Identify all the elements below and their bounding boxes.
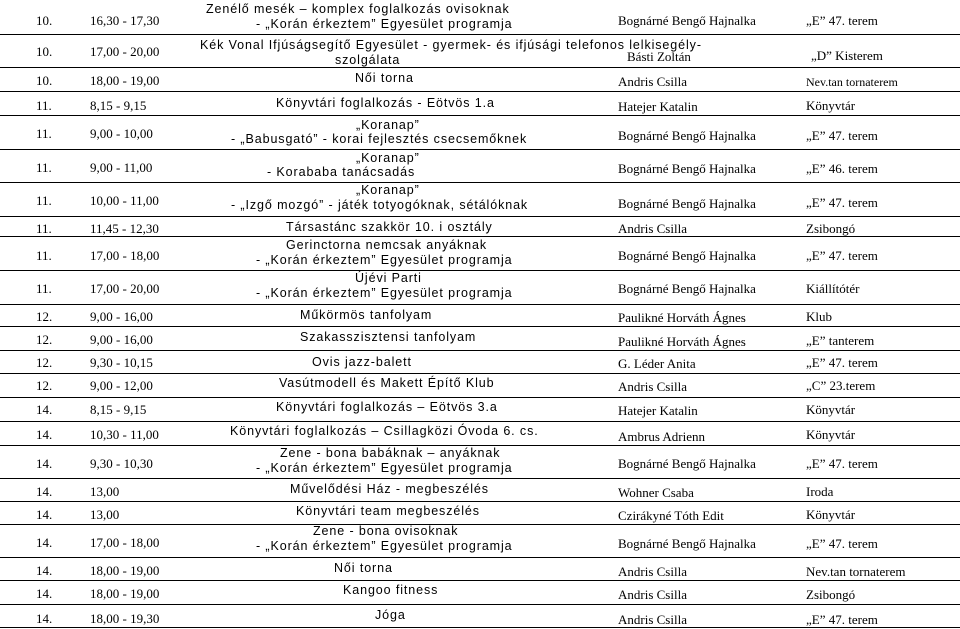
row-location: „E” 47. terem (806, 456, 878, 471)
row-day: 11. (36, 126, 52, 141)
row-program-line: - Korababa tanácsadás (267, 165, 416, 179)
row-time: 17,00 - 20,00 (90, 281, 160, 296)
row-day: 12. (36, 355, 53, 370)
table-row (0, 271, 960, 305)
row-leader: Bognárné Bengő Hajnalka (618, 248, 756, 263)
row-leader: Bognárné Bengő Hajnalka (618, 536, 756, 551)
table-row (0, 327, 960, 351)
row-leader: Bognárné Bengő Hajnalka (618, 161, 756, 176)
row-day: 10. (36, 44, 53, 59)
row-time: 9,00 - 10,00 (90, 126, 153, 141)
row-location: Nev.tan tornaterem (806, 75, 898, 89)
row-time: 18,00 - 19,00 (90, 563, 160, 578)
row-location: „E” 47. terem (806, 355, 878, 370)
table-row (0, 68, 960, 92)
row-day: 12. (36, 378, 53, 393)
row-program-line: Kék Vonal Ifjúságsegítő Egyesület - gyermek- és ifjúsági telefonos lelkisegély- (200, 38, 702, 52)
row-leader: Andris Csilla (618, 221, 687, 236)
row-location: „E” 46. terem (806, 161, 878, 176)
row-program-line: Könyvtári foglalkozás – Eötvös 3.a (276, 400, 498, 414)
row-location: „E” tanterem (806, 333, 875, 348)
row-program-line: Női torna (355, 71, 414, 85)
row-program-line: Művelődési Ház - megbeszélés (290, 482, 489, 496)
row-location: Nev.tan tornaterem (806, 564, 906, 579)
table-row (0, 374, 960, 398)
row-day: 14. (36, 456, 53, 471)
row-leader: Paulikné Horváth Ágnes (618, 334, 746, 349)
row-program-line: - „Korán érkeztem” Egyesület programja (256, 539, 513, 553)
row-time: 13,00 (90, 484, 120, 499)
row-leader: Czirákyné Tóth Edit (618, 508, 724, 523)
table-row (0, 217, 960, 237)
row-leader: G. Léder Anita (618, 356, 696, 371)
row-leader: Hatejer Katalin (618, 403, 698, 418)
row-program-line: szolgálata (335, 53, 401, 67)
row-location: „E” 47. terem (806, 612, 878, 627)
row-time: 9,00 - 11,00 (90, 160, 153, 175)
row-leader: Andris Csilla (618, 612, 687, 627)
row-leader: Andris Csilla (618, 587, 687, 602)
table-row (0, 605, 960, 628)
row-program-line: Szakasszisztensi tanfolyam (300, 330, 477, 344)
row-location: Klub (806, 309, 832, 324)
table-row (0, 398, 960, 422)
row-program-line: „Koranap” (356, 151, 420, 165)
row-program-line: Könyvtári foglalkozás - Eötvös 1.a (276, 96, 495, 110)
row-time: 13,00 (90, 507, 120, 522)
row-program-line: „Koranap” (356, 183, 420, 197)
row-time: 18,00 - 19,00 (90, 73, 160, 88)
row-leader: Andris Csilla (618, 74, 687, 89)
row-time: 17,00 - 20,00 (90, 44, 160, 59)
row-time: 8,15 - 9,15 (90, 98, 147, 113)
row-day: 14. (36, 427, 53, 442)
row-location: „E” 47. terem (806, 248, 878, 263)
row-program-line: - „Izgő mozgó” - játék totyogóknak, sétálóknak (231, 198, 529, 212)
row-program-line: Ovis jazz-balett (312, 355, 412, 369)
row-program-line: - „Korán érkeztem” Egyesület programja (256, 461, 513, 475)
row-program-line: Női torna (334, 561, 393, 575)
row-day: 14. (36, 535, 53, 550)
row-program-line: - „Babusgató” - korai fejlesztés csecsemőknek (231, 132, 528, 146)
row-day: 14. (36, 563, 53, 578)
table-row (0, 479, 960, 502)
row-location: Zsibongó (806, 587, 856, 602)
row-location: Könyvtár (806, 98, 856, 113)
row-location: Kiállítótér (806, 281, 860, 296)
row-divider (0, 627, 960, 628)
table-row (0, 237, 960, 271)
table-row (0, 150, 960, 183)
row-program-line: Kangoo fitness (343, 583, 439, 597)
table-row (0, 305, 960, 327)
row-program-line: - „Korán érkeztem” Egyesület programja (256, 253, 513, 267)
row-program-line: Jóga (375, 608, 406, 622)
row-leader: Básti Zoltán (627, 49, 691, 64)
row-time: 9,00 - 16,00 (90, 309, 153, 324)
row-time: 9,30 - 10,15 (90, 355, 153, 370)
row-leader: Hatejer Katalin (618, 99, 698, 114)
row-day: 11. (36, 193, 52, 208)
row-location: Könyvtár (806, 402, 856, 417)
row-time: 9,30 - 10,30 (90, 456, 153, 471)
row-time: 11,45 - 12,30 (90, 221, 159, 236)
table-row (0, 446, 960, 479)
row-leader: Paulikné Horváth Ágnes (618, 310, 746, 325)
row-day: 11. (36, 98, 52, 113)
row-program-line: Műkörmös tanfolyam (300, 308, 433, 322)
row-time: 10,30 - 11,00 (90, 427, 159, 442)
row-program-line: - „Korán érkeztem” Egyesület programja (256, 17, 513, 31)
row-leader: Bognárné Bengő Hajnalka (618, 281, 756, 296)
row-day: 10. (36, 13, 53, 28)
row-day: 14. (36, 507, 53, 522)
row-time: 16,30 - 17,30 (90, 13, 160, 28)
row-leader: Bognárné Bengő Hajnalka (618, 128, 756, 143)
row-day: 14. (36, 402, 53, 417)
row-program-line: Gerinctorna nemcsak anyáknak (286, 238, 487, 252)
row-day: 12. (36, 332, 53, 347)
row-location: „C” 23.terem (806, 378, 876, 393)
row-location: Könyvtár (806, 427, 856, 442)
row-day: 14. (36, 611, 53, 626)
row-time: 18,00 - 19,00 (90, 586, 160, 601)
row-day: 10. (36, 73, 53, 88)
row-leader: Andris Csilla (618, 564, 687, 579)
row-leader: Bognárné Bengő Hajnalka (618, 13, 756, 28)
row-location: Iroda (806, 484, 834, 499)
table-row (0, 581, 960, 605)
row-day: 11. (36, 160, 52, 175)
row-time: 9,00 - 12,00 (90, 378, 153, 393)
row-location: „E” 47. terem (806, 13, 878, 28)
table-row (0, 35, 960, 68)
row-day: 14. (36, 586, 53, 601)
row-time: 17,00 - 18,00 (90, 248, 160, 263)
row-time: 17,00 - 18,00 (90, 535, 160, 550)
row-program-line: „Koranap” (356, 118, 420, 132)
row-leader: Bognárné Bengő Hajnalka (618, 456, 756, 471)
row-location: „E” 47. terem (806, 128, 878, 143)
table-row (0, 558, 960, 581)
table-row (0, 351, 960, 374)
row-program-line: Zene - bona ovisoknak (313, 524, 459, 538)
row-day: 11. (36, 248, 52, 263)
row-location: „E” 47. terem (806, 195, 878, 210)
row-leader: Ambrus Adrienn (618, 429, 706, 444)
row-location: Zsibongó (806, 221, 856, 236)
row-program-line: - „Korán érkeztem” Egyesület programja (256, 286, 513, 300)
row-time: 10,00 - 11,00 (90, 193, 159, 208)
row-program-line: Zenélő mesék – komplex foglalkozás ovisoknak (206, 2, 510, 16)
row-leader: Andris Csilla (618, 379, 687, 394)
row-day: 11. (36, 281, 52, 296)
row-time: 18,00 - 19,30 (90, 611, 160, 626)
row-location: „D” Kisterem (811, 48, 883, 63)
row-day: 14. (36, 484, 53, 499)
table-row (0, 422, 960, 446)
row-program-line: Könyvtári team megbeszélés (296, 504, 480, 518)
row-leader: Wohner Csaba (618, 485, 694, 500)
table-row (0, 183, 960, 217)
row-time: 8,15 - 9,15 (90, 402, 147, 417)
row-location: „E” 47. terem (806, 536, 878, 551)
row-program-line: Társastánc szakkör 10. i osztály (286, 220, 493, 234)
table-row (0, 92, 960, 116)
row-leader: Bognárné Bengő Hajnalka (618, 196, 756, 211)
row-time: 9,00 - 16,00 (90, 332, 153, 347)
table-row (0, 116, 960, 150)
row-program-line: Zene - bona babáknak – anyáknak (280, 446, 501, 460)
row-day: 12. (36, 309, 53, 324)
table-row (0, 0, 960, 35)
row-program-line: Vasútmodell és Makett Építő Klub (279, 376, 495, 390)
row-program-line: Könyvtári foglalkozás – Csillagközi Óvoda 6. cs. (230, 424, 539, 438)
table-row (0, 525, 960, 558)
row-day: 11. (36, 221, 52, 236)
row-program-line: Újévi Parti (355, 271, 422, 285)
row-location: Könyvtár (806, 507, 856, 522)
table-row (0, 502, 960, 525)
